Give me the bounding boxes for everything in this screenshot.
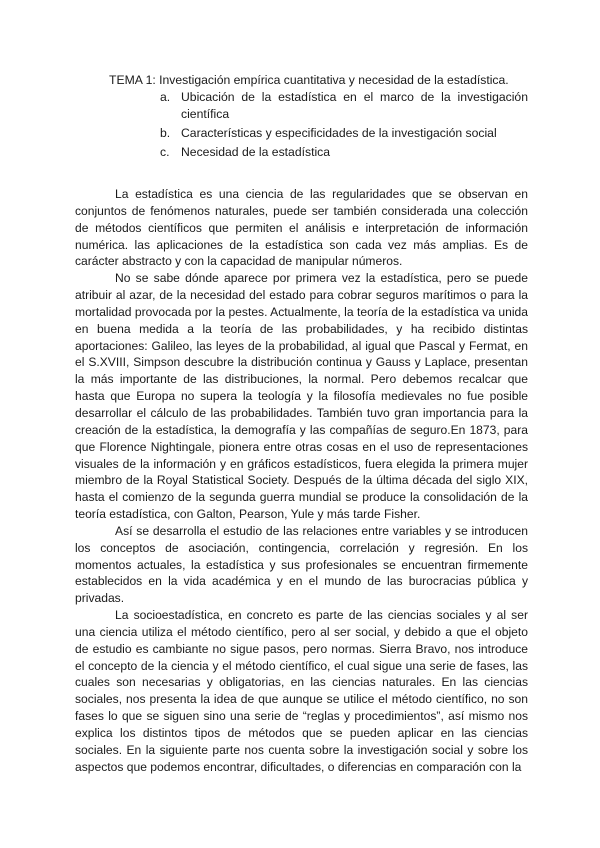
outline-marker: c. [160,145,170,159]
body-text [75,186,528,776]
paragraph-relations: Así se desarrolla el estudio de las relaciones entre variables y se introducen los conceptos de asociación, contingencia, correlación y regresión. En los momentos actuales, la estadística y sus profesionales se encuentran firmemente establecidos en la vida académica y en el mundo de las burocracias pública y privadas. [75,523,528,606]
outline-item [160,89,528,123]
outline-item [160,125,528,142]
paragraph-definition: La estadística es una ciencia de las regularidades que se observan en conjuntos de fenómenos naturales, puede ser también considerada una colección de métodos científicos que permiten el análisis e interpretación de información numérica. las aplicaciones de la estadística son cada vez más amplias. Es de carácter abstracto y con la capacidad de manipular números. [75,187,528,269]
topic-outline [160,89,528,163]
outline-text: Características y especificidades de la investigación social [181,126,497,140]
outline-text: Ubicación de la estadística en el marco de la investigación científica [181,90,528,121]
paragraph-socioestadistica: La socioestadística, en concreto es parte de las ciencias sociales y al ser una ciencia utiliza el método científico, pero al ser social, y debido a que el objeto de estudio es cambiante no sigue pasos, pero normas. Sierra Bravo, nos introduce el concepto de la ciencia y el método científico, el cual sigue una serie de fases, las cuales son necesarias y obligatorias, en las ciencias naturales. En las ciencias sociales, nos presenta la idea de que aunque se utilice el método científico, no son fases lo que se siguen sino una serie de “reglas y procedimientos”, así mismo nos explica los distintos tipos de métodos que se pueden aplicar en las ciencias sociales. En la siguiente parte nos cuenta sobre la investigación social y sobre los aspectos que podemos encontrar, dificultades, o diferencias en comparación con la [75,608,528,774]
paragraph-history: No se sabe dónde aparece por primera vez la estadística, pero se puede atribuir al azar, de la necesidad del estado para cobrar seguros marítimos o para la mortalidad provocada por la pestes. Actualmente, la teoría de la estadística va unida en buena medida a la teoría de las probabilidades, y ha recibido distintas aportaciones: Galileo, las leyes de la probabilidad, al igual que Pascal y Fermat, en el S.XVIII, Simpson descubre la distribución continua y Gauss y Laplace, presentan la más importante de las distribuciones, la normal. Pero debemos recalcar que hasta que Europa no supera la teología y la filosofía medievales no fue posible desarrollar el cálculo de las probabilidades. También tuvo gran importancia para la creación de la estadística, la demografía y las compañías de seguro.En 1873, para que Florence Nightingale, pionera entre otras cosas en el uso de representaciones visuales de la información y en gráficos estadísticos, fuera elegida la primera mujer miembro de la Royal Statistical Society. Después de la última década del siglo XIX, hasta el comienzo de la segunda guerra mundial se produce la consolidación de la teoría estadística, con Galton, Pearson, Yule y más tarde Fisher. [75,271,528,522]
outline-text: Necesidad de la estadística [181,145,331,159]
outline-marker: a. [160,90,171,104]
outline-marker: b. [160,126,171,140]
topic-title: TEMA 1: Investigación empírica cuantitativa y necesidad de la estadística. [109,73,509,87]
outline-item [160,144,528,161]
